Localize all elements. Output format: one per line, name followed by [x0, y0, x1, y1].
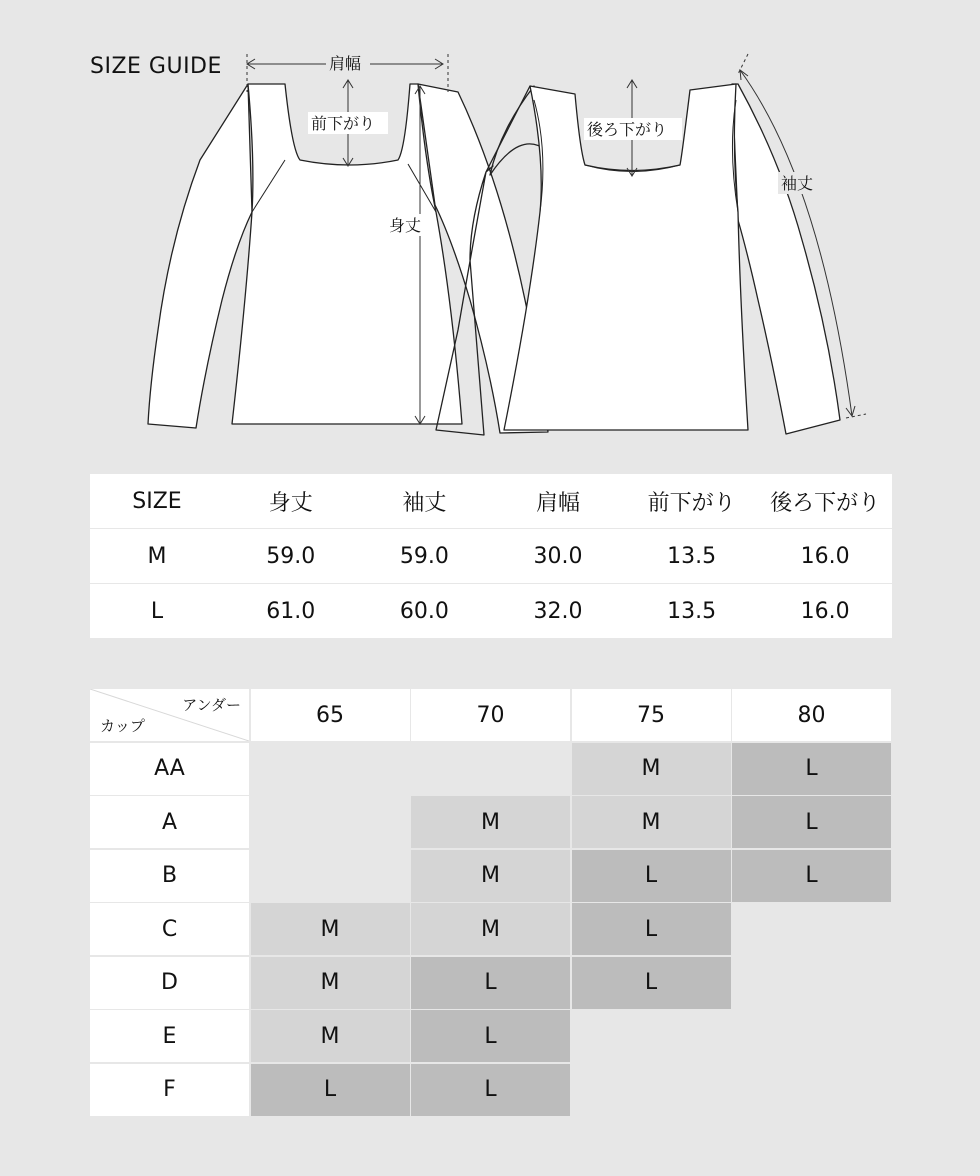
shoulder-label: 肩幅 — [329, 54, 362, 73]
page-title: SIZE GUIDE — [90, 54, 222, 79]
size-fit-cell: L — [411, 957, 570, 1009]
table-cell: 32.0 — [533, 598, 583, 624]
sleeve-label: 袖丈 — [781, 174, 814, 193]
empty-cell — [732, 903, 891, 955]
size-table-header — [90, 474, 892, 528]
table-cell: 30.0 — [533, 543, 583, 569]
table-corner — [90, 689, 249, 741]
empty-cell — [572, 1010, 731, 1062]
cup-label: F — [90, 1064, 249, 1116]
front-drop-label: 前下がり — [311, 114, 376, 133]
size-fit-cell: M — [411, 903, 570, 955]
empty-cell — [732, 1010, 891, 1062]
size-table — [90, 474, 892, 638]
header-size: SIZE — [132, 488, 182, 514]
cup-label: C — [90, 903, 249, 955]
body-length-label: 身丈 — [389, 216, 422, 235]
size-fit-cell: L — [732, 743, 891, 795]
size-label: M — [147, 543, 167, 569]
table-cell: 16.0 — [800, 598, 850, 624]
under-header: 70 — [411, 689, 570, 741]
empty-cell — [251, 796, 410, 848]
empty-cell — [572, 1064, 731, 1116]
empty-cell — [251, 743, 410, 795]
size-fit-cell: M — [572, 743, 731, 795]
header-back-drop: 後ろ下がり — [770, 490, 881, 516]
table-cell: 13.5 — [667, 598, 717, 624]
table-cell: 61.0 — [266, 598, 316, 624]
garment-diagram — [0, 0, 980, 460]
size-fit-cell: L — [732, 850, 891, 902]
size-label: L — [150, 598, 164, 624]
under-header: 75 — [572, 689, 731, 741]
cup-label: AA — [90, 743, 249, 795]
empty-cell — [732, 957, 891, 1009]
header-body-length: 身丈 — [268, 490, 313, 516]
size-fit-cell: M — [251, 903, 410, 955]
size-fit-cell: M — [251, 957, 410, 1009]
size-fit-cell: M — [411, 796, 570, 848]
table-cell: 59.0 — [399, 543, 449, 569]
table-row — [90, 528, 892, 583]
table-cell: 59.0 — [266, 543, 316, 569]
size-fit-cell: L — [572, 957, 731, 1009]
size-fit-cell: L — [411, 1064, 570, 1116]
size-fit-cell: M — [251, 1010, 410, 1062]
table-cell: 13.5 — [667, 543, 717, 569]
empty-cell — [251, 850, 410, 902]
size-fit-cell: L — [732, 796, 891, 848]
table-row — [90, 583, 892, 638]
size-fit-cell: L — [251, 1064, 410, 1116]
cup-label: D — [90, 957, 249, 1009]
header-front-drop: 前下がり — [647, 490, 736, 516]
under-header: 80 — [732, 689, 891, 741]
corner-cup-label: カップ — [100, 717, 145, 735]
size-fit-cell: M — [572, 796, 731, 848]
cup-label: E — [90, 1010, 249, 1062]
empty-cell — [411, 743, 570, 795]
corner-under-label: アンダー — [182, 696, 241, 714]
size-fit-cell: L — [572, 903, 731, 955]
cup-label: A — [90, 796, 249, 848]
size-fit-cell: M — [411, 850, 570, 902]
header-shoulder: 肩幅 — [535, 490, 580, 516]
empty-cell — [732, 1064, 891, 1116]
under-header: 65 — [251, 689, 410, 741]
cup-label: B — [90, 850, 249, 902]
size-fit-cell: L — [411, 1010, 570, 1062]
table-cell: 16.0 — [800, 543, 850, 569]
table-cell: 60.0 — [399, 598, 449, 624]
back-drop-label: 後ろ下がり — [587, 120, 668, 139]
size-fit-cell: L — [572, 850, 731, 902]
header-sleeve: 袖丈 — [402, 490, 447, 516]
